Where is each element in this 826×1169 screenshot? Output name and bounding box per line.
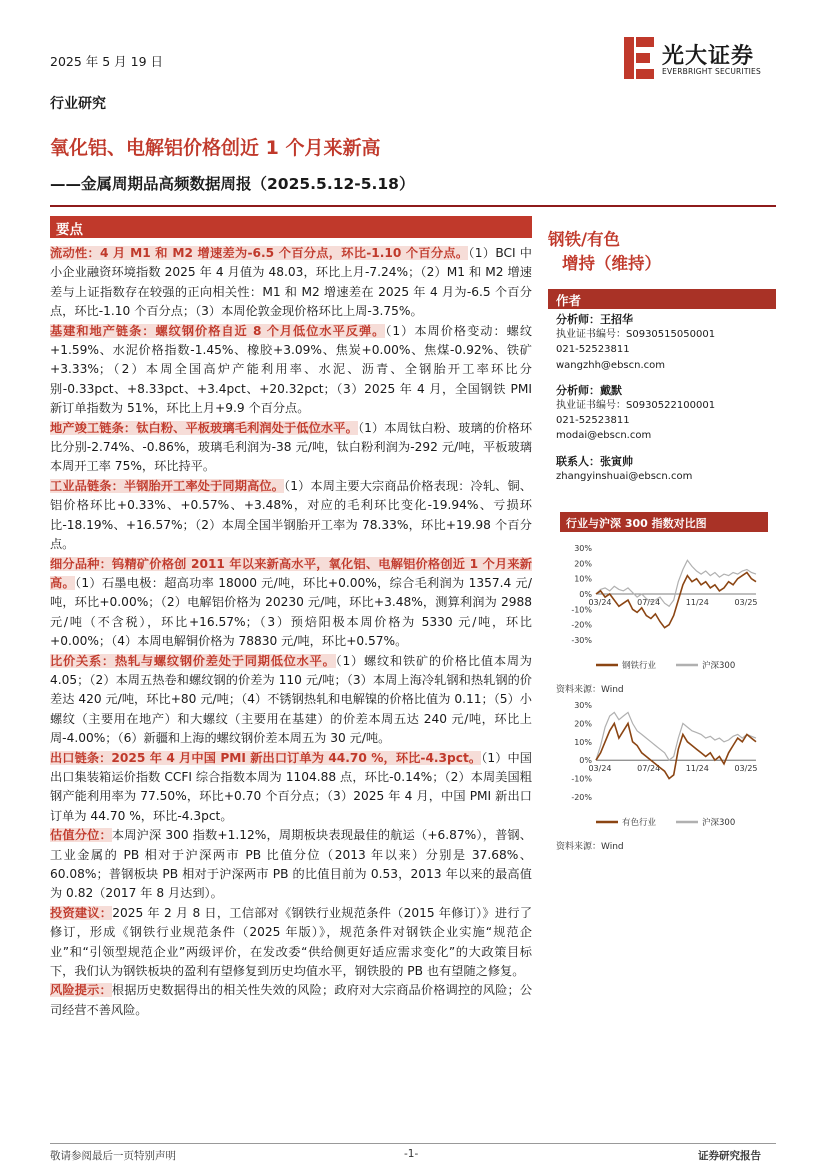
y-tick-label: 30% (574, 701, 592, 710)
legend-label: 钢铁行业 (622, 661, 657, 671)
y-tick-label: 20% (574, 559, 592, 569)
rating: 增持（维持） (562, 254, 661, 273)
series-line-industry (596, 723, 756, 778)
paragraph-head: 风险提示： (50, 983, 112, 998)
author-name: 分析师：戴默 (556, 383, 622, 397)
paragraph-body: （1）本周主要大宗商品价格表现：冷轧、铜、铝价格环比+0.33%、+0.57%、+3.48%，对应的毛利环比变化-19.94%、亏损环比-18.19%、+16.57%；（2）本周全国半钢胎开工率为 78.33%，环比+19.98 个百分点。 (50, 478, 532, 552)
legend-label: 沪深300 (702, 818, 736, 828)
summary-paragraph (50, 322, 532, 419)
contact-email[interactable]: zhangyinshuai@ebscn.com (556, 470, 693, 482)
chart-source: 资料来源：Wind (556, 842, 624, 852)
steel-vs-hs300-chart (556, 540, 776, 678)
logo-cn: 光大证券 (662, 44, 755, 69)
page-title: 氧化铝、电解铝价格创近 1 个月来新高 (50, 137, 381, 159)
logo-en: EVERBRIGHT SECURITIES (662, 67, 761, 76)
summary-paragraph (50, 981, 532, 1020)
x-tick-label: 11/24 (685, 598, 709, 607)
report-category: 行业研究 (50, 96, 106, 112)
authors-header (548, 289, 776, 309)
y-tick-label: 30% (574, 544, 592, 553)
author-cert: 执业证书编号：S0930515050001 (556, 329, 716, 341)
summary-paragraph (50, 244, 532, 322)
contact-block (556, 454, 776, 484)
y-tick-label: -20% (571, 793, 592, 802)
y-tick-label: -20% (571, 620, 592, 630)
paragraph-body: （1）中国出口集装箱运价指数 CCFI 综合指数本周为 1104.88 点，环比-0.14%；（2）本周美国粗钢产能利用率为 77.50%，环比+0.70 个百分点；（3）2025 年 4 月，中国 PMI 新出口订单为 44.70 %，环比-4.3pct。 (50, 750, 532, 823)
chart-source: 资料来源：Wind (556, 685, 624, 695)
paragraph-body: （1）石墨电极：超高功率 18000 元/吨，环比+0.00%，综合毛利润为 1357.4 元/吨，环比+0.00%；（2）电解铝价格为 20230 元/吨，环比+3.48%，测算利润为 2988 元/吨（不含税），环比+16.57%；（3）预焙阳极本周价格为 5330 元/吨，环比+0.00%；（4）本周电解铜价格为 78830 元/吨，环比+0.57%。 (50, 575, 532, 649)
paragraph-head: 投资建议： (50, 905, 113, 920)
author-phone: 021-52523811 (556, 344, 630, 356)
authors-title: 作者 (556, 293, 582, 308)
sector-name: 钢铁/有色 (548, 230, 621, 249)
header-divider (50, 205, 776, 207)
authors-list (556, 312, 776, 494)
author-cert: 执业证书编号：S0930522100001 (556, 400, 716, 412)
y-tick-label: -10% (571, 774, 592, 784)
footer-divider (50, 1143, 776, 1144)
everbright-logo-icon (624, 37, 654, 79)
y-tick-label: 10% (574, 574, 592, 584)
chart-nonferrous (556, 697, 776, 852)
y-tick-label: 0% (579, 590, 592, 599)
author-email[interactable]: modai@ebscn.com (556, 430, 652, 442)
summary-header (50, 216, 532, 238)
footer-report-type: 证券研究报告 (698, 1150, 761, 1162)
series-line-industry (596, 573, 756, 628)
summary-title: 要点 (56, 222, 83, 238)
page-number: -1- (404, 1148, 419, 1160)
summary-paragraph (50, 477, 532, 555)
x-tick-label: 03/24 (588, 764, 612, 774)
summary-paragraph (50, 419, 532, 477)
author-block (556, 312, 776, 373)
paragraph-head: 流动性：4 月 M1 和 M2 增速差为-6.5 个百分点，环比-1.10 个百分点。 (50, 246, 469, 260)
y-tick-label: 10% (574, 737, 592, 747)
paragraph-head: 地产竣工链条：钛白粉、平板玻璃毛利润处于低位水平。 (50, 420, 358, 435)
report-date: 2025 年 5 月 19 日 (50, 54, 164, 69)
chart-steel (556, 540, 776, 695)
author-block (556, 383, 776, 444)
y-tick-label: 20% (574, 719, 592, 729)
footer-disclaimer[interactable]: 敬请参阅最后一页特别声明 (50, 1150, 176, 1162)
x-tick-label: 07/24 (637, 598, 661, 607)
paragraph-head: 基建和地产链条：螺纹钢价格自近 8 个月低位水平反弹。 (50, 323, 386, 338)
x-tick-label: 03/25 (734, 764, 758, 774)
paragraph-body: 根据历史数据得出的相关性失效的风险；政府对大宗商品价格调控的风险；公司经营不善风险。 (50, 983, 533, 1017)
summary-paragraph (50, 555, 532, 652)
x-tick-label: 03/24 (588, 598, 612, 607)
summary-paragraph (50, 652, 532, 749)
summary-body (50, 244, 532, 1020)
paragraph-head: 工业品链条：半钢胎开工率处于同期高位。 (50, 478, 285, 493)
y-tick-label: 0% (579, 756, 592, 766)
legend-label: 有色行业 (622, 818, 657, 828)
paragraph-head: 比价关系：热轧与螺纹钢价差处于同期低位水平。 (50, 653, 336, 668)
legend-label: 沪深300 (702, 661, 736, 671)
author-name: 分析师：王招华 (556, 313, 633, 326)
y-tick-label: -10% (571, 605, 592, 615)
x-tick-label: 07/24 (637, 764, 661, 774)
author-email[interactable]: wangzhh@ebscn.com (556, 359, 665, 371)
x-tick-label: 03/25 (734, 598, 758, 607)
summary-paragraph (50, 826, 532, 904)
logo (624, 37, 784, 81)
paragraph-body: （1）螺纹和铁矿的价格比值本周为 4.05；（2）本周五热卷和螺纹钢的价差为 110 元/吨；（3）本周上海冷轧钢和热轧钢的价差达 420 元/吨，环比+80 元/吨；（4）不锈钢热轧和电解镍的价格比值为 0.11；（5）小螺纹（主要用在地产）和大螺纹（主要用在基建）的价差本周五达 240 元/吨，环比上周-4.00%；（6）新疆和上海的螺纹钢价差本周五为 30 元/吨。 (50, 653, 532, 746)
nonferrous-vs-hs300-chart (556, 697, 776, 835)
summary-paragraph (50, 749, 532, 827)
paragraph-body: （1）本周钛白粉、玻璃的价格环比分别-2.74%、-0.86%，玻璃毛利润为-38 元/吨，钛白粉利润为-292 元/吨，平板玻璃本周开工率 75%，环比持平。 (50, 420, 533, 474)
contact-name: 联系人：张寅帅 (556, 454, 633, 468)
sector-rating (548, 226, 776, 274)
paragraph-body: 2025 年 2 月 8 日，工信部对《钢铁行业规范条件（2015 年修订）》进行了修订，形成《钢铁行业规范条件（2025 年版）》，规范条件对钢铁企业实施“规范企业”和“引领型规范企业”两级评价，在发改委“供给侧更好适应需求变化”的大政策目标下，我们认为钢铁板块的盈利有望修复到历史均值水平，钢铁股的 PB 也有望随之修复。 (50, 905, 533, 979)
paragraph-body: （1）BCI 中小企业融资环境指数 2025 年 4 月值为 48.03，环比上月-7.24%；（2）M1 和 M2 增速差与上证指数存在较强的正向相关性：M1 和 M2 增速差在 2025 年 4 月为-6.5 个百分点，环比-1.10 个百分点；（3）本周伦敦金现价格环比上周-3.75%。 (50, 246, 532, 319)
paragraph-head: 估值分位： (50, 828, 112, 843)
page-subtitle: ——金属周期品高频数据周报（2025.5.12-5.18） (50, 175, 415, 193)
paragraph-head: 细分品种：钨精矿价格创 2011 年以来新高水平，氧化铝、电解铝价格创近 1 个月来新高。 (50, 556, 532, 590)
paragraph-body: （1）本周价格变动：螺纹+1.59%、水泥价格指数-1.45%、橡胶+3.09%、焦炭+0.00%、焦煤-0.92%、铁矿+3.33%；（2）本周全国高炉产能利用率、水泥、沥青、全钢胎开工率环比分别-0.33pct、+8.33pct、+3.4pct、+20.32pct；（3）2025 年 4 月，全国钢铁 PMI 新订单指数为 51%，环比上月+9.9 个百分点。 (50, 323, 533, 416)
x-tick-label: 11/24 (685, 764, 709, 774)
paragraph-head: 出口链条：2025 年 4 月中国 PMI 新出口订单为 44.70 %，环比-4.3pct。 (50, 750, 482, 765)
author-phone: 021-52523811 (556, 415, 630, 427)
summary-paragraph (50, 904, 532, 982)
chart-section-title: 行业与沪深 300 指数对比图 (566, 517, 707, 530)
y-tick-label: -30% (571, 636, 592, 645)
chart-section-header (560, 512, 768, 532)
paragraph-body: 本周沪深 300 指数+1.12%，周期板块表现最佳的航运（+6.87%），普钢、工业金属的 PB 相对于沪深两市 PB 比值分位（2013 年以来）分别是 37.68%、60.08%；普钢板块 PB 相对于沪深两市 PB 的比值目前为 0.53，2013 年以来的最高值为 0.82（2017 年 8 月达到）。 (50, 828, 532, 901)
